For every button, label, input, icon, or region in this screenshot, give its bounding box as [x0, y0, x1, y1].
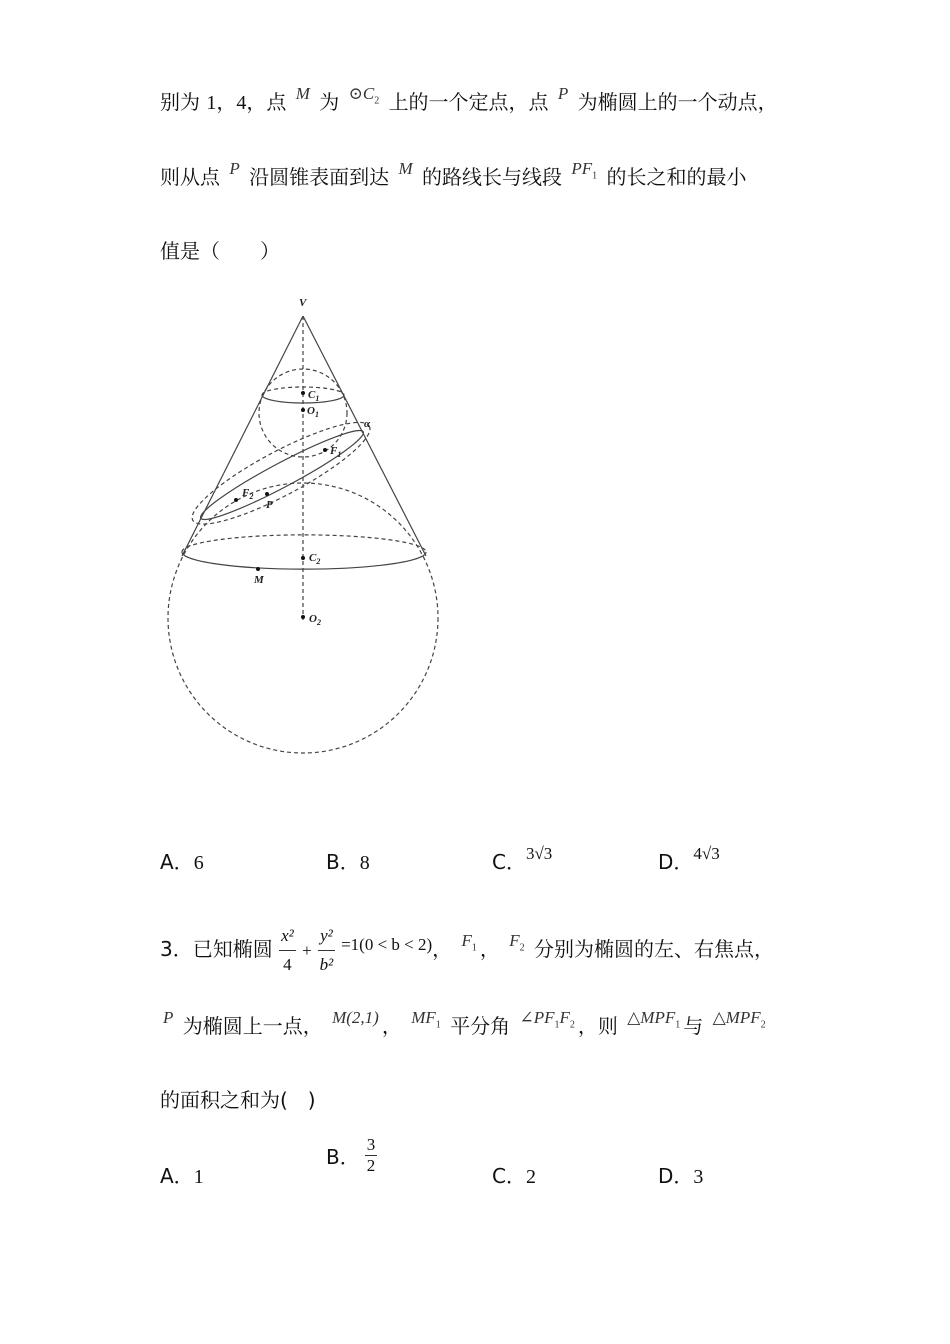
- text: 为: [319, 90, 340, 114]
- point-O2: [301, 615, 305, 619]
- point-P: [265, 492, 269, 496]
- large-circle-front: [182, 552, 426, 569]
- text: ，点: [246, 90, 287, 114]
- option-value: 4√3: [693, 844, 720, 863]
- q3-line-1: 3．已知椭圆 $\frac{\text{x²}}{4}$ + $\frac{\text{y²}}{\text{b²}}$ $^{=1(0 < b < 2)}$， $^{F_1}$ ， $^{F_2}$ 分别为椭圆的左、右焦点，: [160, 922, 774, 979]
- math-symbol: M: [295, 84, 310, 103]
- option-label: B．: [326, 1145, 360, 1169]
- q2-option-c[interactable]: [492, 846, 552, 875]
- cone-side-left: [182, 316, 303, 556]
- label-F2: $F_2$: [242, 487, 254, 501]
- text: 1，4: [206, 92, 247, 114]
- text: 上的一个定点，点: [388, 90, 549, 114]
- text: 的面积之和为( ): [160, 1088, 316, 1112]
- math-symbol: F1: [461, 931, 477, 954]
- label-F1: $F_1$: [330, 445, 342, 459]
- text: 为椭圆上一点，: [182, 1014, 323, 1038]
- q3-option-b[interactable]: [326, 1135, 377, 1176]
- q2-option-d[interactable]: [658, 846, 720, 875]
- math-symbol: ∠PF1F2: [519, 1008, 575, 1031]
- text: ，: [381, 1014, 402, 1038]
- text: 的长之和的最小: [606, 165, 747, 189]
- text: 沿圆锥表面到达: [249, 165, 390, 189]
- q2-option-a[interactable]: [160, 846, 204, 875]
- text: 为椭圆上的一个动点，: [577, 90, 778, 114]
- option-label: C．: [492, 1164, 526, 1188]
- label-O2: $O_2$: [309, 613, 321, 627]
- q3-line-3: [160, 1086, 316, 1114]
- ellipse-y-fraction: $\frac{\text{y²}}{\text{b²}}$: [318, 922, 335, 979]
- ellipse-condition: =1(0 < b < 2): [341, 935, 433, 954]
- ellipse-x-fraction: $\frac{\text{x²}}{4}$: [279, 922, 296, 979]
- label-P: P: [266, 499, 273, 511]
- math-symbol: M: [398, 159, 413, 178]
- large-circle-back: [182, 535, 426, 552]
- section-ellipse: [195, 421, 369, 529]
- text: 的路线长与线段: [422, 165, 562, 189]
- option-label: A．: [160, 850, 194, 874]
- option-label: A．: [160, 1164, 194, 1188]
- text: 平分角: [450, 1014, 511, 1038]
- q3-option-a[interactable]: [160, 1160, 204, 1189]
- math-symbol: P: [557, 84, 569, 103]
- label-C1: $C_1$: [308, 389, 320, 403]
- point-F1: [323, 448, 327, 452]
- label-C2: $C_2$: [309, 552, 321, 566]
- text: ，: [479, 937, 500, 961]
- point-O1: [301, 408, 305, 412]
- math-symbol: MF1: [411, 1008, 441, 1031]
- math-symbol: P: [229, 159, 240, 178]
- text: 分别为椭圆的左、右焦点，: [534, 937, 775, 961]
- point-M: [256, 567, 260, 571]
- option-label: C．: [492, 850, 526, 874]
- q3-option-d[interactable]: [658, 1160, 703, 1189]
- math-symbol: M(2,1): [332, 1008, 379, 1027]
- option-value: 2: [525, 1166, 536, 1188]
- label-O1: $O_1$: [307, 405, 319, 419]
- math-symbol: ⊙C2: [348, 84, 380, 107]
- text: 与: [683, 1014, 704, 1038]
- math-symbol: △MPF1: [627, 1008, 681, 1031]
- text: 3．已知椭圆: [160, 937, 273, 961]
- math-symbol: △MPF2: [712, 1008, 766, 1031]
- point-F2: [234, 498, 238, 502]
- option-value: 3: [693, 1166, 704, 1188]
- text: ，则: [577, 1014, 618, 1038]
- q2-option-b[interactable]: [326, 846, 370, 875]
- math-symbol: P: [163, 1008, 174, 1027]
- q2-line-3: [160, 237, 280, 265]
- option-value-fraction: $\frac{3}{2}$: [366, 1135, 376, 1175]
- label-M: M: [254, 574, 264, 586]
- cone-side-right: [303, 316, 426, 556]
- point-C2: [301, 556, 305, 560]
- math-symbol: F2: [509, 931, 525, 954]
- option-value: 3√3: [525, 844, 553, 863]
- option-value: 8: [359, 852, 370, 874]
- option-label: D．: [658, 850, 694, 874]
- q3-option-c[interactable]: [492, 1160, 536, 1189]
- point-C1: [301, 391, 305, 395]
- cone-figure: [150, 290, 460, 760]
- q3-line-2: [160, 1008, 769, 1049]
- text: ，: [432, 937, 453, 961]
- text: 则从点: [160, 165, 220, 189]
- q2-line-2: [160, 159, 747, 200]
- text: 值是（ ）: [160, 239, 280, 263]
- option-value: 1: [193, 1166, 204, 1188]
- option-label: D．: [658, 1164, 694, 1188]
- q2-line-1: [160, 84, 778, 125]
- option-value: 6: [193, 852, 204, 874]
- label-alpha: α: [364, 418, 371, 430]
- text: 别为: [160, 90, 200, 114]
- label-V: V: [299, 297, 307, 309]
- option-label: B．: [326, 850, 360, 874]
- plane-alpha: [182, 407, 379, 540]
- math-symbol: PF1: [571, 159, 598, 182]
